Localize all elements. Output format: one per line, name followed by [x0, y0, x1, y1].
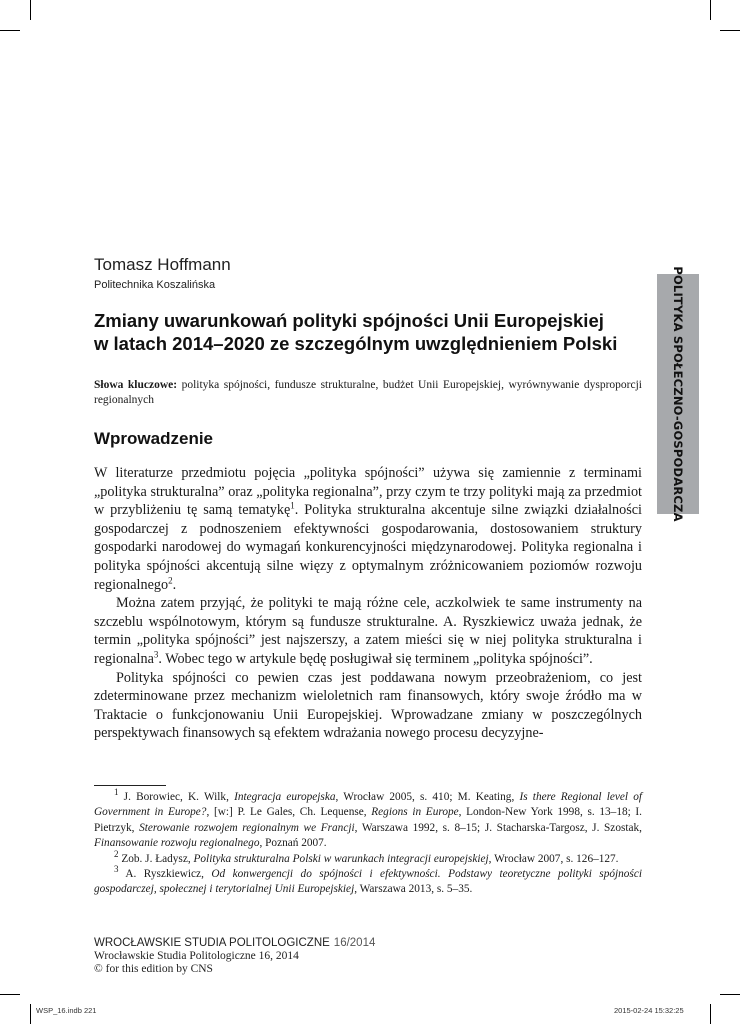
footnote-ref: 3: [153, 649, 159, 660]
footnote-ref: 2: [114, 848, 119, 859]
keywords-label: Słowa kluczowe:: [94, 379, 178, 391]
citation-footer: [94, 950, 299, 976]
body-paragraph: [94, 594, 642, 668]
section-heading: Wprowadzenie: [94, 429, 214, 448]
footnote-ref: 3: [114, 864, 119, 875]
footnote: [94, 787, 643, 852]
title-line: Zmiany uwarunkowań polityki spójności Unii Europejskiej: [94, 310, 604, 331]
title-line: w latach 2014–2020 ze szczególnym uwzględnieniem Polski: [94, 333, 618, 354]
crop-mark: [30, 0, 31, 20]
author-name: Tomasz Hoffmann: [94, 255, 231, 274]
footnotes: [94, 787, 643, 898]
text-run: , Warszawa 1992, s. 8–15; J. Stacharska-Targosz, J. Szostak,: [354, 821, 642, 834]
text-run: , Poznań 2007.: [259, 837, 327, 850]
italic-text: Integracja europejska: [234, 791, 336, 803]
text-run: , Wrocław 2007, s. 126–127.: [488, 852, 619, 865]
print-slug-date: 2015-02-24 15:32:25: [614, 1006, 684, 1015]
italic-text: Sterowanie rozwojem regionalnym we Francji: [139, 821, 355, 834]
text-run: . Wobec tego w artykule będę posługiwał się terminem „polityka spójności”.: [158, 650, 593, 667]
journal-issue: 16/2014: [333, 937, 376, 949]
text-run: , [w:] P. Le Gales, Ch. Lequense,: [206, 806, 372, 819]
italic-text: Finansowanie rozwoju regionalnego: [94, 837, 260, 850]
crop-mark: [710, 1004, 711, 1024]
crop-mark: [710, 0, 711, 20]
crop-mark: [720, 994, 740, 995]
text-run: . Polityka strukturalna akcentuje silne związki działalności gospodarczej z podnoszeniem efektywności gospodarowania, dostosowaniem struktury gospodarki narodowej do wymagań konkurencyjności międzynarodowej. Polityka regionalna i polityka spójności akcentują silne więzy z optymalnym zróżnicowaniem poziomów rozwoju regionalnego: [94, 502, 642, 593]
text-run: , Warszawa 2013, s. 5–35.: [354, 883, 473, 896]
crop-mark: [0, 994, 20, 995]
text-run: .: [172, 576, 177, 593]
crop-mark: [720, 30, 740, 31]
footnote: [94, 848, 642, 867]
citation-line: Wrocławskie Studia Politologiczne 16, 2014: [94, 950, 299, 962]
body-paragraph: [94, 669, 642, 743]
text-run: , Wrocław 2005, s. 410; M. Keating,: [335, 791, 520, 803]
copyright-line: © for this edition by CNS: [94, 963, 213, 975]
footnote-ref: 2: [168, 574, 173, 585]
footnote-divider: [94, 785, 166, 786]
crop-mark: [0, 30, 20, 31]
footnote-ref: 1: [114, 787, 119, 798]
article-title: [94, 309, 654, 355]
body-text: [94, 464, 642, 743]
text-run: A. Ryszkiewicz,: [118, 868, 212, 881]
body-paragraph: [94, 464, 642, 594]
italic-text: Is there Regional level of Government in Europe?: [94, 791, 643, 819]
italic-text: Od konwergencji do spójności i efektywności. Podstawy teoretyczne polityki spójności gospodarczej, społecznej i terytorialnej Unii Europejskiej: [94, 868, 642, 896]
side-tab-label: POLITYKA SPOŁECZNO-GOSPODARCZA: [671, 266, 685, 522]
keywords: [94, 378, 642, 408]
text-run: Zob. J. Ładysz,: [118, 852, 194, 865]
italic-text: Regions in Europe: [371, 806, 459, 819]
print-slug-file: WSP_16.indb 221: [36, 1006, 97, 1015]
section-side-tab: [657, 266, 699, 522]
crop-mark: [30, 1004, 31, 1024]
footnote-ref: 1: [290, 500, 295, 511]
journal-footer: [94, 937, 375, 949]
keywords-text: polityka spójności, fundusze strukturalne, budżet Unii Europejskiej, wyrównywanie dysproporcji regionalnych: [94, 379, 642, 406]
text-run: W literaturze przedmiotu pojęcia „polityka spójności” używa się zamiennie z terminami „polityka strukturalna” oraz „polityka regionalna”, przy czym te trzy polityki mają za przedmiot w przybliżeniu tę samą tematykę: [94, 465, 642, 519]
text-run: Można zatem przyjąć, że polityki te mają różne cele, aczkolwiek te same instrumenty na szczeblu wspólnotowym, którym są fundusze strukturalne. A. Ryszkiewicz uważa jednak, że termin „polityka spójności” jest najszerszy, a zatem mieści się w niej polityka strukturalna i regionalna: [94, 595, 642, 667]
text-run: J. Borowiec, K. Wilk,: [118, 791, 235, 803]
footnote: [94, 864, 642, 898]
italic-text: Polityka strukturalna Polski w warunkach integracji europejskiej: [193, 852, 489, 865]
journal-name: WROCŁAWSKIE STUDIA POLITOLOGICZNE: [94, 937, 330, 949]
text-run: , London-New York 1998, s. 13–18; I. Pietrzyk,: [94, 806, 643, 834]
text-run: Polityka spójności co pewien czas jest poddawana nowym przeobrażeniom, co jest zdeterminowane przez mechanizm wieloletnich ram finansowych, który swoje źródło ma w Traktacie o funkcjonowaniu Unii Europejskiej. Wprowadzane zmiany w poszczególnych perspektywach finansowych są efektem wdrażania nowego procesu decyzyjne-: [94, 669, 642, 742]
author-affiliation: Politechnika Koszalińska: [94, 279, 216, 291]
